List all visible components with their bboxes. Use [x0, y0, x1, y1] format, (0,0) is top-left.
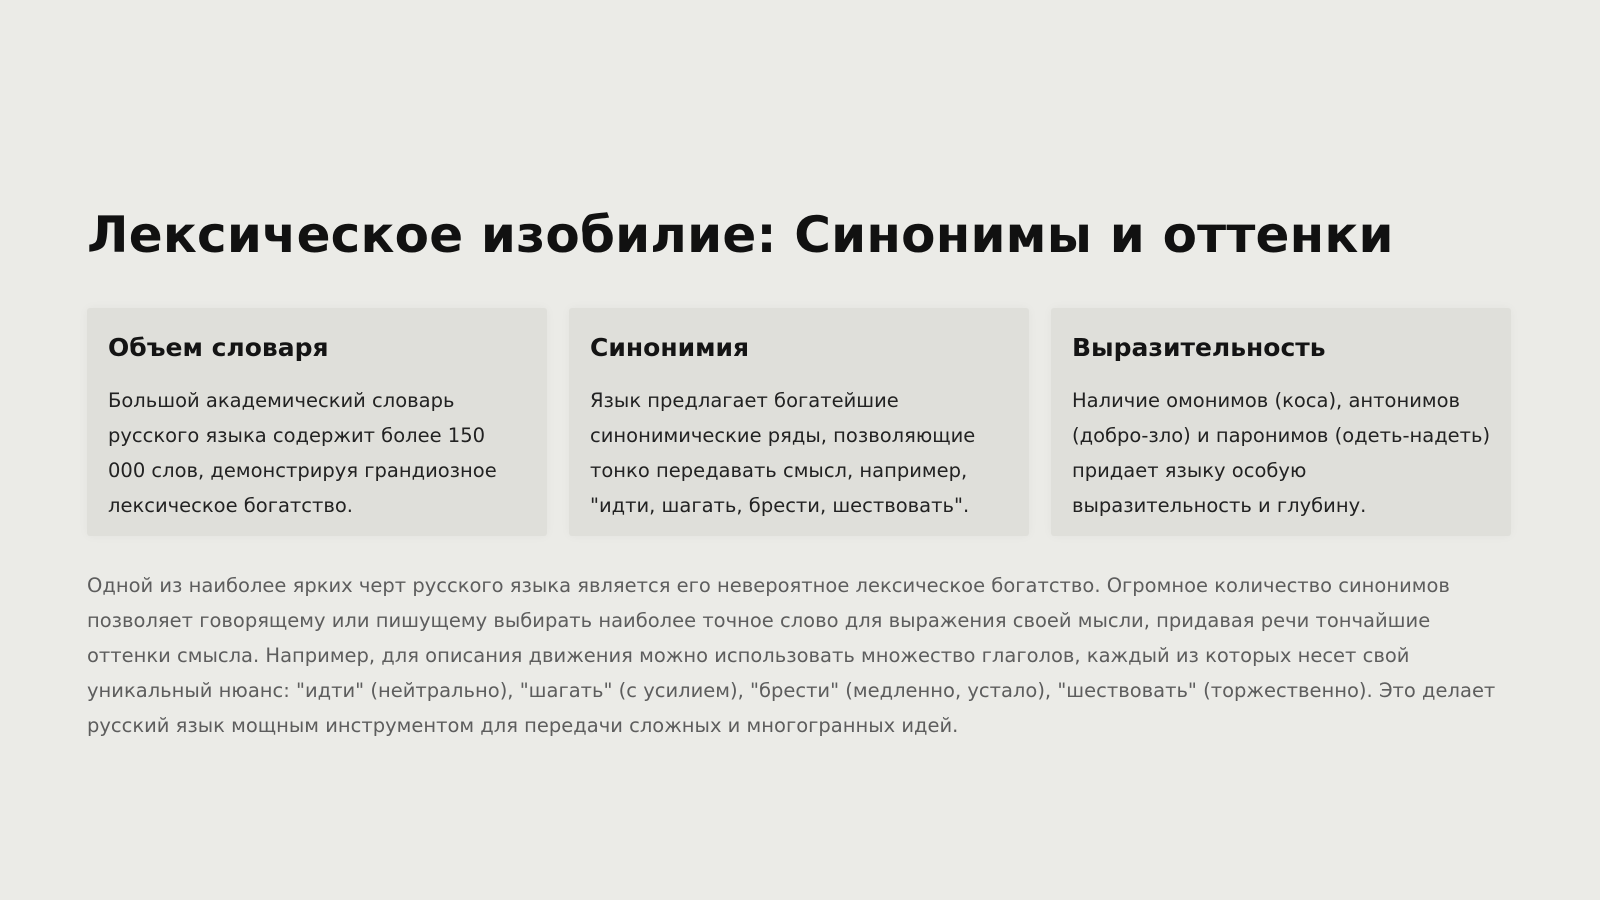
card-title: Синонимия	[590, 333, 750, 362]
cards-row	[87, 308, 1513, 536]
card-text: Большой академический словарь русского языка содержит более 150 000 слов, демонстрируя грандиозное лексическое богатство.	[108, 389, 497, 517]
card-expressiveness	[1051, 308, 1511, 536]
slide-title: Лексическое изобилие: Синонимы и оттенки	[87, 206, 1394, 264]
card-synonymy	[569, 308, 1029, 536]
slide	[87, 200, 1513, 743]
card-title: Выразительность	[1072, 333, 1326, 362]
card-text: Язык предлагает богатейшие синонимические ряды, позволяющие тонко передавать смысл, например, "идти, шагать, брести, шествовать".	[590, 389, 976, 517]
card-text: Наличие омонимов (коса), антонимов (добро-зло) и паронимов (одеть-надеть) придает языку особую выразительность и глубину.	[1072, 389, 1491, 517]
card-title: Объем словаря	[108, 333, 329, 362]
card-vocabulary-size	[87, 308, 547, 536]
body-paragraph: Одной из наиболее ярких черт русского языка является его невероятное лексическое богатство. Огромное количество синонимов позволяет говорящему или пишущему выбирать наиболее точное слово для выражения своей мысли, придавая речи тончайшие оттенки смысла. Например, для описания движения можно использовать множество глаголов, каждый из которых несет свой уникальный нюанс: "идти" (нейтрально), "шагать" (с усилием), "брести" (медленно, устало), "шествовать" (торжественно). Это делает русский язык мощным инструментом для передачи сложных и многогранных идей.	[87, 574, 1496, 737]
